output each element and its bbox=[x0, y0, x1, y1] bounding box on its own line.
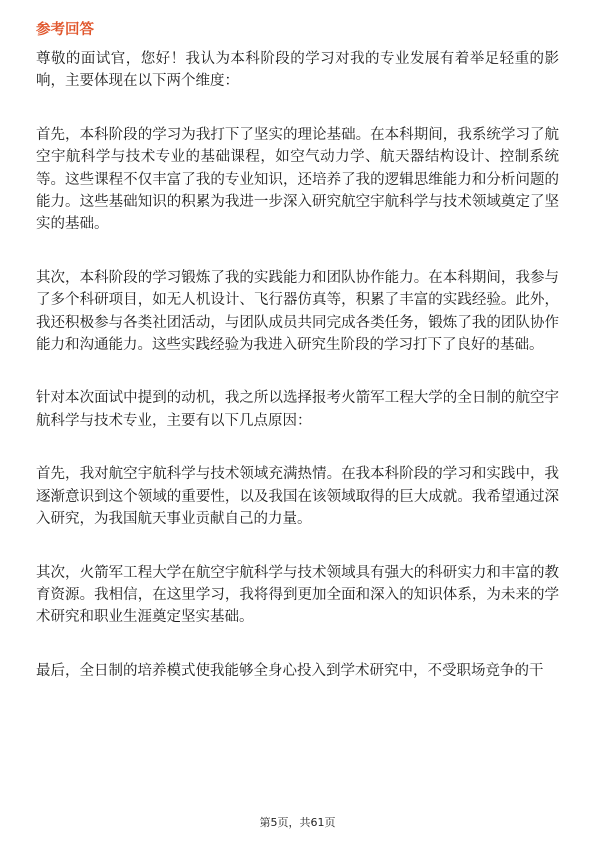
paragraph-theory-foundation: 首先，本科阶段的学习为我打下了坚实的理论基础。在本科期间，我系统学习了航空宇航科学与技术专业的基础课程，如空气动力学、航天器结构设计、控制系统等。这些课程不仅丰富了我的专业知识，还培养了我的逻辑思维能力和分析问题的能力。这些基础知识的积累为我进一步深入研究航空宇航科学与技术领域奠定了坚实的基础。 bbox=[36, 126, 559, 233]
paragraph-practice-teamwork: 其次，本科阶段的学习锻炼了我的实践能力和团队协作能力。在本科期间，我参与了多个科研项目，如无人机设计、飞行器仿真等，积累了丰富的实践经验。此外，我还积极参与各类社团活动，与团队成员共同完成各类任务，锻炼了我的团队协作能力和沟通能力。这些实践经验为我进入研究生阶段的学习打下了良好的基础。 bbox=[36, 269, 559, 354]
section-heading: 参考回答 bbox=[36, 22, 94, 38]
page-number: 第5页，共61页 bbox=[259, 816, 336, 829]
paragraph-passion: 首先，我对航空宇航科学与技术领域充满热情。在我本科阶段的学习和实践中，我逐渐意识到这个领域的重要性，以及我国在该领域取得的巨大成就。我希望通过深入研究，为我国航天事业贡献自己的力量。 bbox=[36, 466, 559, 528]
paragraph-intro: 尊敬的面试官，您好！我认为本科阶段的学习对我的专业发展有着举足轻重的影响，主要体现在以下两个维度： bbox=[36, 51, 559, 90]
answer-body bbox=[36, 48, 559, 713]
paragraph-university-strength: 其次，火箭军工程大学在航空宇航科学与技术领域具有强大的科研实力和丰富的教育资源。我相信，在这里学习，我将得到更加全面和深入的知识体系，为未来的学术研究和职业生涯奠定坚实基础。 bbox=[36, 564, 559, 626]
paragraph-fulltime: 最后，全日制的培养模式使我能够全身心投入到学术研究中，不受职场竞争的干 bbox=[36, 662, 544, 679]
paragraph-motivation-intro: 针对本次面试中提到的动机，我之所以选择报考火箭军工程大学的全日制的航空宇航科学与技术专业，主要有以下几点原因： bbox=[36, 390, 559, 429]
